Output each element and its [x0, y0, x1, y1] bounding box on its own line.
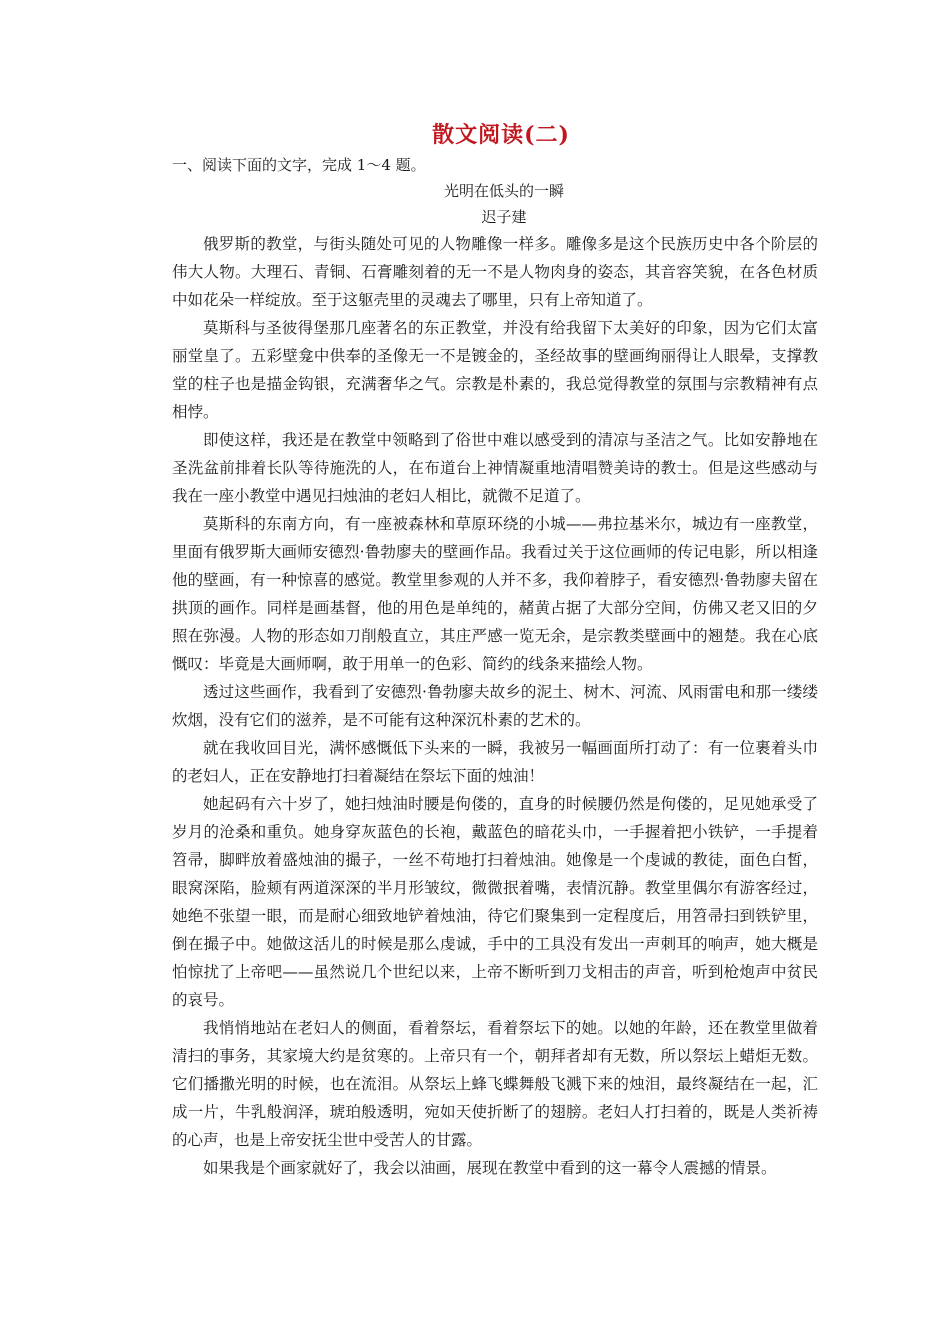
essay-paragraph: 她起码有六十岁了，她扫烛油时腰是佝偻的，直身的时候腰仍然是佝偻的，足见她承受了岁月的沧桑和重负。她身穿灰蓝色的长袍，戴蓝色的暗花头巾，一手握着把小铁铲，一手提着笤帚，脚畔放着盛烛油的撮子，一丝不苟地打扫着烛油。她像是一个虔诚的教徒，面色白皙，眼窝深陷，脸颊有两道深深的半月形皱纹，微微抿着嘴，表情沉静。教堂里偶尔有游客经过，她绝不张望一眼，而是耐心细致地铲着烛油，待它们聚集到一定程度后，用笤帚扫到铁铲里，倒在撮子中。她做这活儿的时候是那么虔诚，手中的工具没有发出一声刺耳的响声，她大概是怕惊扰了上帝吧——虽然说几个世纪以来，上帝不断听到刀戈相击的声音，听到枪炮声中贫民的哀号。 [172, 795, 818, 1009]
question-instruction: 一、阅读下面的文字，完成 1～4 题。 [172, 156, 426, 174]
essay-paragraph: 莫斯科的东南方向，有一座被森林和草原环绕的小城——弗拉基米尔，城边有一座教堂，里面有俄罗斯大画师安德烈·鲁勃廖夫的壁画作品。我看过关于这位画师的传记电影，所以相逢他的壁画，有一种惊喜的感觉。教堂里参观的人并不多，我仰着脖子，看安德烈·鲁勃廖夫留在拱顶的画作。同样是画基督，他的用色是单纯的，赭黄占据了大部分空间，仿佛又老又旧的夕照在弥漫。人物的形态如刀削般直立，其庄严感一览无余，是宗教类壁画中的翘楚。我在心底慨叹：毕竟是大画师啊，敢于用单一的色彩、简约的线条来描绘人物。 [172, 515, 818, 673]
essay-paragraph: 莫斯科与圣彼得堡那几座著名的东正教堂，并没有给我留下太美好的印象，因为它们太富丽堂皇了。五彩壁龛中供奉的圣像无一不是镀金的，圣经故事的壁画绚丽得让人眼晕，支撑教堂的柱子也是描金钩银，充满奢华之气。宗教是朴素的，我总觉得教堂的氛围与宗教精神有点相悖。 [172, 319, 818, 421]
essay-paragraph: 俄罗斯的教堂，与街头随处可见的人物雕像一样多。雕像多是这个民族历史中各个阶层的伟大人物。大理石、青铜、石膏雕刻着的无一不是人物肉身的姿态，其音容笑貌，在各色材质中如花朵一样绽放。至于这躯壳里的灵魂去了哪里，只有上帝知道了。 [172, 235, 818, 309]
essay-paragraph: 透过这些画作，我看到了安德烈·鲁勃廖夫故乡的泥土、树木、河流、风雨雷电和那一缕缕炊烟，没有它们的滋养，是不可能有这种深沉朴素的艺术的。 [172, 683, 818, 729]
document-title: 散文阅读(二) [432, 122, 570, 148]
essay-paragraph: 我悄悄地站在老妇人的侧面，看着祭坛，看着祭坛下的她。以她的年龄，还在教堂里做着清扫的事务，其家境大约是贫寒的。上帝只有一个，朝拜者却有无数，所以祭坛上蜡炬无数。它们播撒光明的时候，也在流泪。从祭坛上蜂飞蝶舞般飞溅下来的烛泪，最终凝结在一起，汇成一片，牛乳般润泽，琥珀般透明，宛如天使折断了的翅膀。老妇人打扫着的，既是人类祈祷的心声，也是上帝安抚尘世中受苦人的甘露。 [172, 1019, 818, 1149]
document-page [172, 118, 818, 1182]
essay-author: 迟子建 [481, 208, 527, 226]
essay-paragraph: 即使这样，我还是在教堂中领略到了俗世中难以感受到的清凉与圣洁之气。比如安静地在圣洗盆前排着长队等待施洗的人，在布道台上神情凝重地清唱赞美诗的教士。但是这些感动与我在一座小教堂中遇见扫烛油的老妇人相比，就微不足道了。 [172, 431, 818, 505]
essay-paragraph: 如果我是个画家就好了，我会以油画，展现在教堂中看到的这一幕令人震撼的情景。 [203, 1159, 777, 1177]
essay-title: 光明在低头的一瞬 [443, 182, 564, 200]
essay-paragraph: 就在我收回目光，满怀感慨低下头来的一瞬，我被另一幅画面所打动了：有一位裹着头巾的老妇人，正在安静地打扫着凝结在祭坛下面的烛油！ [172, 739, 818, 785]
